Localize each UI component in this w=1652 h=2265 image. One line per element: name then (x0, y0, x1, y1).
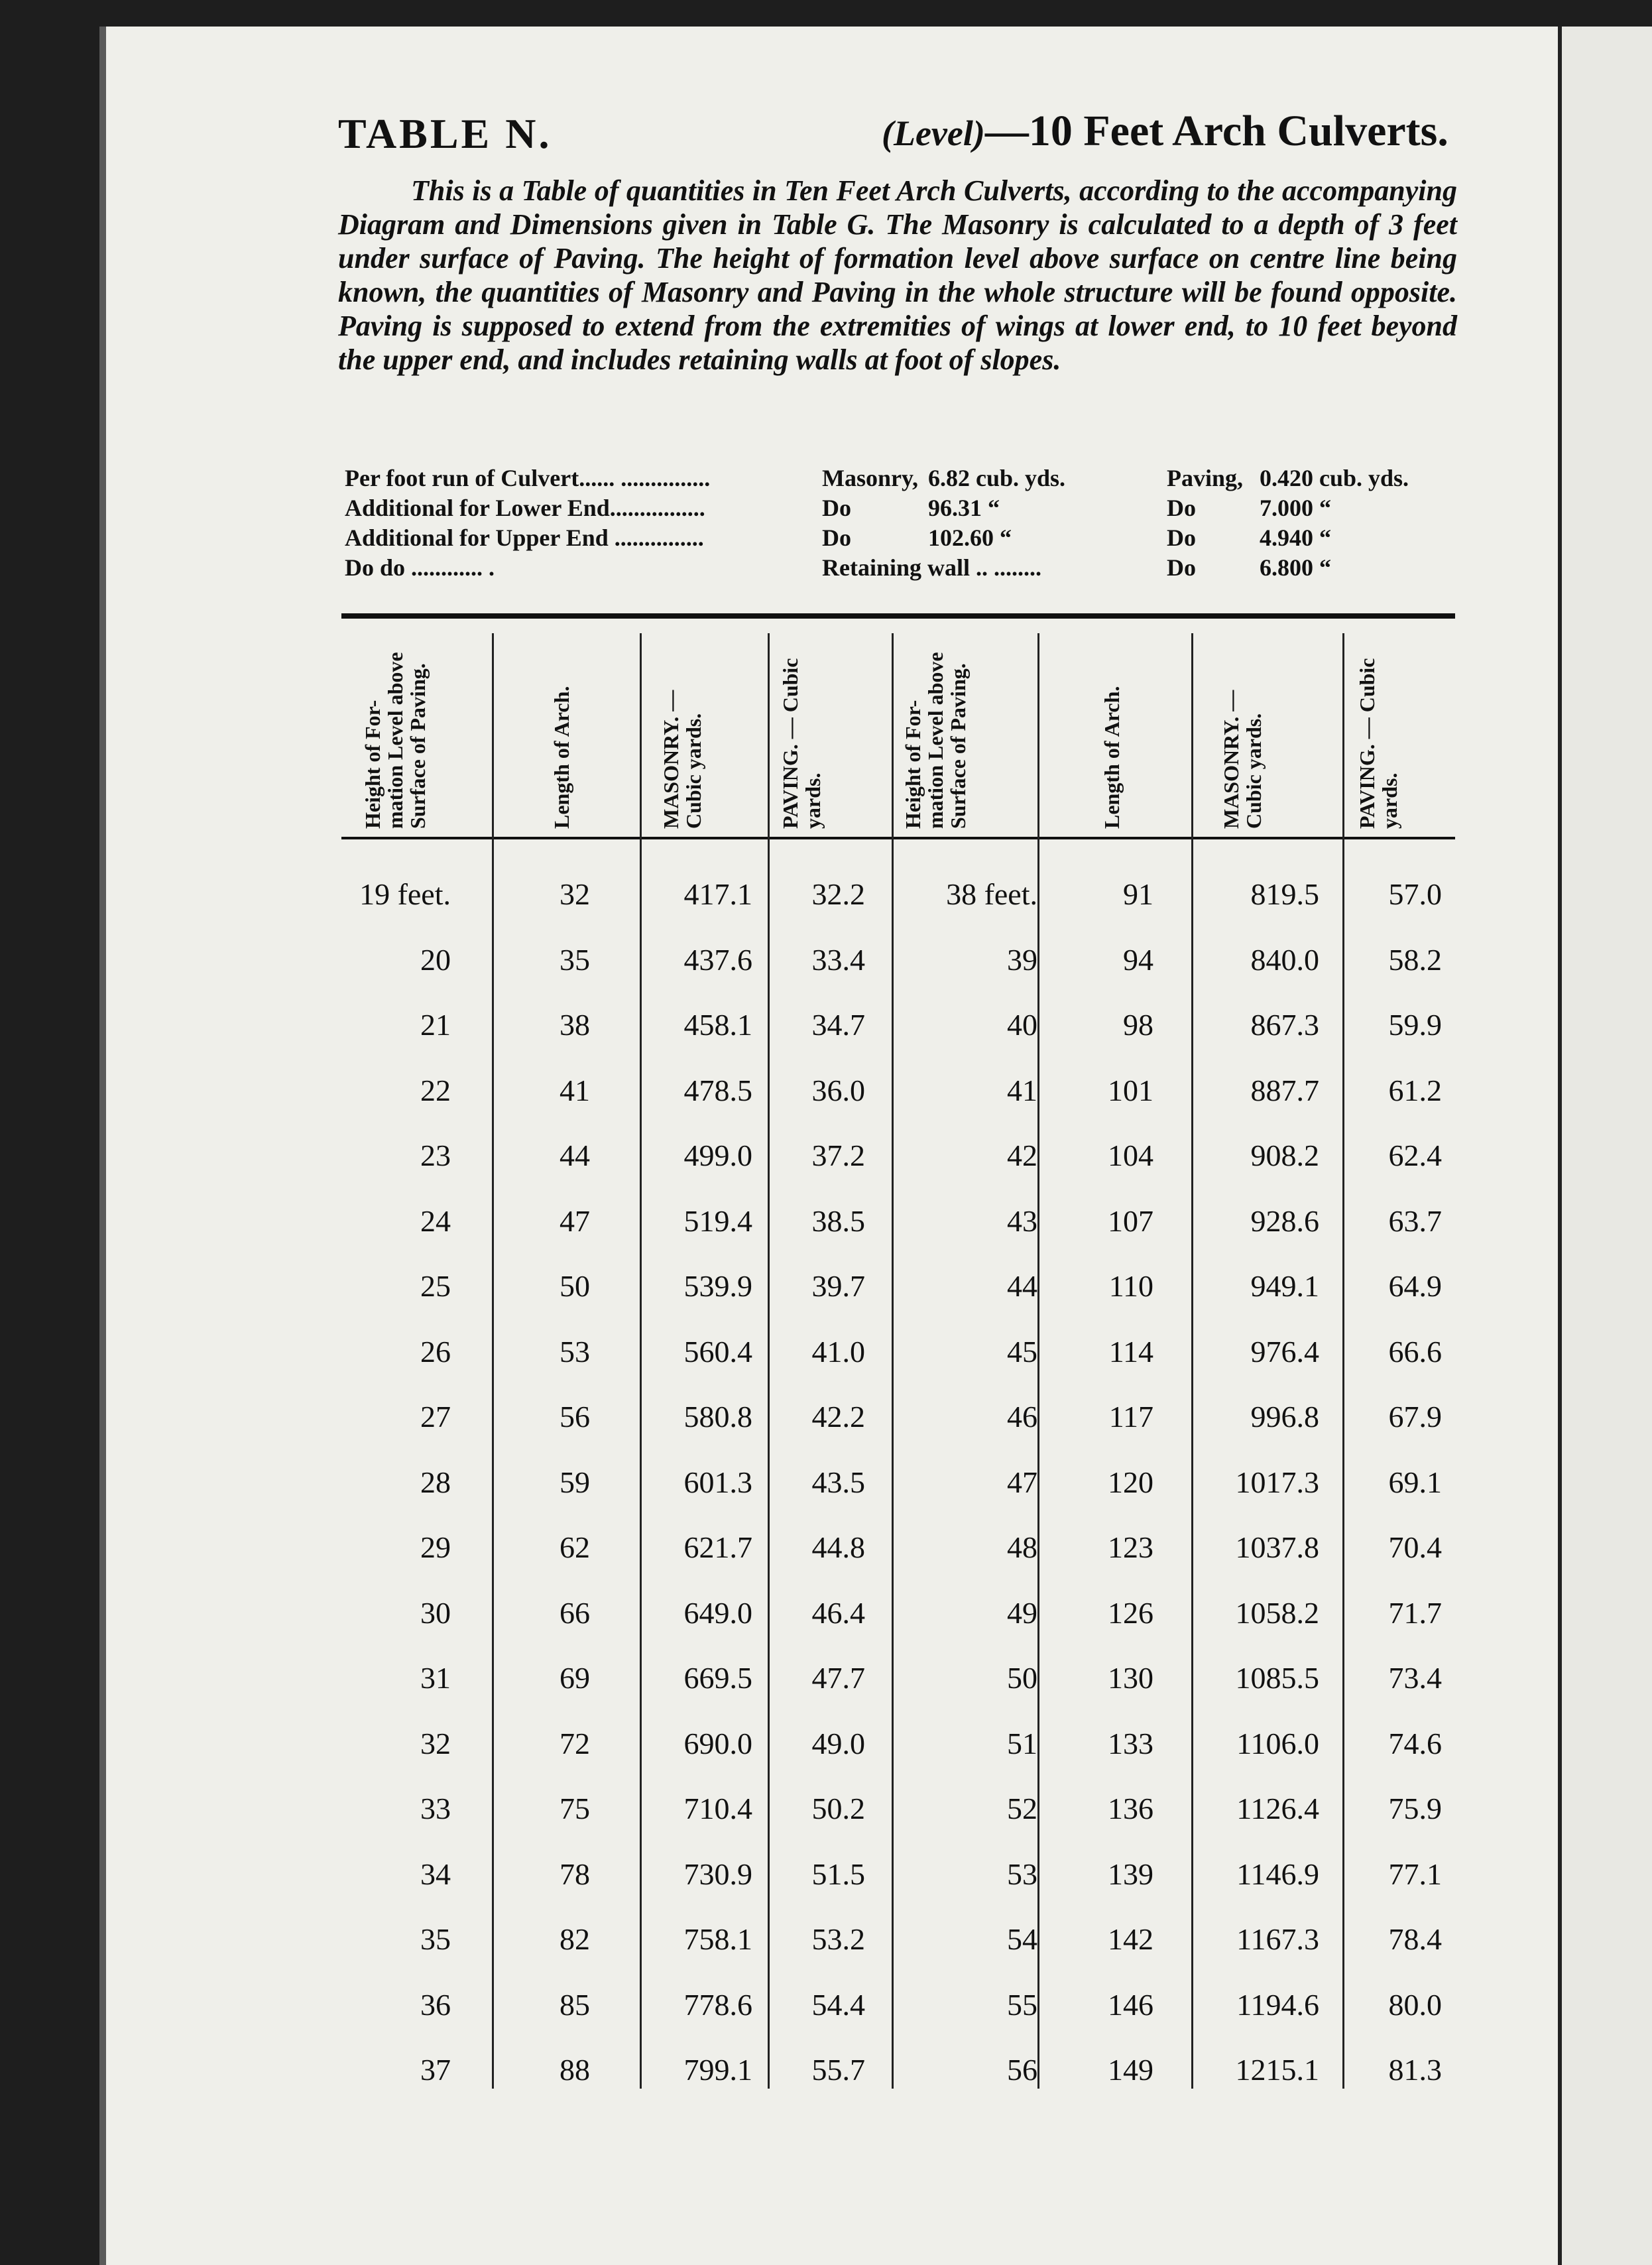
table-cell: 142 (1108, 1922, 1153, 1956)
title-italic: (Level) (882, 113, 985, 153)
table-label: TABLE N. (338, 110, 552, 157)
table-cell: 1017.3 (1235, 1465, 1319, 1499)
table-cell: 1058.2 (1235, 1595, 1319, 1630)
table-cell: 101 (1108, 1073, 1153, 1107)
summary-paving: 0.420 cub. yds. (1260, 465, 1409, 491)
table-cell: 50.2 (811, 1792, 865, 1825)
table-cell: 43.5 (811, 1465, 865, 1499)
column-header: MASONRY. — Cubic yards. (659, 690, 705, 829)
table-cell: 104 (1108, 1138, 1153, 1172)
summary-label: Do do ............ . (345, 554, 495, 581)
table-cell: 1106.0 (1236, 1726, 1319, 1760)
table-cell: 40 (1007, 1008, 1037, 1042)
table-cell: 61.2 (1388, 1073, 1442, 1107)
table-cell: 36 (420, 1987, 451, 2022)
table-cell: 649.0 (683, 1595, 752, 1630)
table-cell: 1126.4 (1236, 1792, 1319, 1825)
table-cell: 32 (420, 1726, 451, 1760)
table-cell: 46 (1007, 1400, 1037, 1434)
table-cell: 887.7 (1250, 1073, 1319, 1107)
table-cell: 580.8 (683, 1400, 752, 1434)
table-cell: 62.4 (1388, 1138, 1442, 1172)
table-cell: 42 (1007, 1138, 1037, 1172)
table-cell: 30 (420, 1595, 451, 1630)
table-cell: 49.0 (811, 1726, 865, 1760)
facing-page-edge (1558, 27, 1652, 2265)
table-cell: 123 (1108, 1530, 1153, 1564)
summary-paving-label: Do (1167, 524, 1196, 551)
table-cell: 36.0 (811, 1073, 865, 1107)
table-top-rule (341, 613, 1455, 619)
summary-masonry: 96.31 “ (928, 495, 1000, 521)
table-cell: 53 (560, 1334, 590, 1369)
table-cell: 80.0 (1388, 1987, 1442, 2022)
column-header: Height of For-mation Level above Surface of Paving. (361, 652, 430, 829)
table-cell: 730.9 (683, 1857, 752, 1891)
table-cell: 819.5 (1250, 877, 1319, 911)
table-cell: 47 (560, 1203, 590, 1238)
table-cell: 48 (1007, 1530, 1037, 1564)
table-cell: 928.6 (1250, 1203, 1319, 1238)
table-cell: 72 (560, 1726, 590, 1760)
table-cell: 35 (560, 942, 590, 977)
table-cell: 22 (420, 1073, 451, 1107)
table-cell: 78 (560, 1857, 590, 1891)
table-cell: 669.5 (683, 1661, 752, 1695)
table-cell: 59.9 (1388, 1008, 1442, 1042)
title-main: —10 Feet Arch Culverts. (984, 107, 1448, 155)
table-cell: 133 (1108, 1726, 1153, 1760)
table-cell: 1167.3 (1236, 1922, 1319, 1956)
intro-paragraph: This is a Table of quantities in Ten Feet Arch Culverts, according to the accompanying Diagram and Dimensions given in Table G. The Masonry is calculated to a depth of 3 feet under surface of Paving. The height of formation level above surface on centre line being known, the quantities of Masonry and Paving in the whole structure will be found opposite. Paving is supposed to extend from the extremities of wings at lower end, to 10 feet beyond the upper end, and includes retaining walls at foot of slopes. (338, 174, 1457, 376)
table-cell: 499.0 (683, 1138, 752, 1172)
table-cell: 59 (560, 1465, 590, 1499)
table-cell: 21 (420, 1008, 451, 1042)
table-cell: 437.6 (683, 942, 752, 977)
table-cell: 42.2 (811, 1400, 865, 1434)
table-cell: 20 (420, 942, 451, 977)
table-cell: 908.2 (1250, 1138, 1319, 1172)
summary-label: Additional for Lower End................ (345, 495, 705, 521)
table-cell: 560.4 (683, 1334, 752, 1369)
column-header: Height of For-mation Level above Surface of Paving. (901, 652, 970, 829)
column-divider (768, 633, 770, 2089)
table-cell: 710.4 (683, 1792, 752, 1825)
table-cell: 539.9 (683, 1269, 752, 1303)
summary-paving: 6.800 “ (1260, 554, 1331, 581)
table-cell: 1194.6 (1236, 1987, 1319, 2022)
table-cell: 690.0 (683, 1726, 752, 1760)
table-cell: 46.4 (811, 1595, 865, 1630)
table-cell: 126 (1108, 1595, 1153, 1630)
table-cell: 35 (420, 1922, 451, 1956)
column-divider (1037, 633, 1039, 2089)
column-header: PAVING. — Cubic yards. (1355, 658, 1401, 829)
table-cell: 94 (1123, 942, 1153, 977)
table-cell: 55.7 (811, 2053, 865, 2087)
summary-label: Per foot run of Culvert...... ............... (345, 465, 711, 491)
column-divider (492, 633, 494, 2089)
table-cell: 778.6 (683, 1987, 752, 2022)
header-bottom-rule (341, 837, 1455, 839)
summary-paving-label: Do (1167, 495, 1196, 521)
table-cell: 66.6 (1388, 1334, 1442, 1369)
table-cell: 69 (560, 1661, 590, 1695)
table-cell: 41.0 (811, 1334, 865, 1369)
table-cell: 39.7 (811, 1269, 865, 1303)
table-cell: 69.1 (1388, 1465, 1442, 1499)
table-cell: 799.1 (683, 2053, 752, 2087)
table-cell: 67.9 (1388, 1400, 1442, 1434)
table-cell: 621.7 (683, 1530, 752, 1564)
table-cell: 117 (1108, 1400, 1153, 1434)
summary-paving-label: Paving, (1167, 465, 1244, 491)
table-cell: 867.3 (1250, 1008, 1319, 1042)
column-divider (640, 633, 642, 2089)
table-cell: 74.6 (1388, 1726, 1442, 1760)
table-cell: 110 (1108, 1269, 1153, 1303)
table-cell: 1215.1 (1235, 2053, 1319, 2087)
table-cell: 44 (1007, 1269, 1037, 1303)
table-cell: 26 (420, 1334, 451, 1369)
table-cell: 50 (1007, 1661, 1037, 1695)
table-cell: 976.4 (1250, 1334, 1319, 1369)
table-cell: 53.2 (811, 1922, 865, 1956)
summary-masonry: 102.60 “ (928, 524, 1012, 551)
table-cell: 417.1 (683, 877, 752, 911)
table-cell: 41 (1007, 1073, 1037, 1107)
table-cell: 478.5 (683, 1073, 752, 1107)
table-cell: 1085.5 (1235, 1661, 1319, 1695)
table-cell: 73.4 (1388, 1661, 1442, 1695)
table-cell: 32.2 (811, 877, 865, 911)
table-cell: 54.4 (811, 1987, 865, 2022)
summary-kind: Do (822, 524, 851, 551)
table-cell: 49 (1007, 1595, 1037, 1630)
table-cell: 996.8 (1250, 1400, 1319, 1434)
table-cell: 58.2 (1388, 942, 1442, 977)
table-cell: 136 (1108, 1792, 1153, 1825)
table-cell: 519.4 (683, 1203, 752, 1238)
column-divider (1342, 633, 1344, 2089)
table-cell: 78.4 (1388, 1922, 1442, 1956)
table-cell: 52 (1007, 1792, 1037, 1825)
table-cell: 81.3 (1388, 2053, 1442, 2087)
table-cell: 130 (1108, 1661, 1153, 1695)
table-cell: 949.1 (1250, 1269, 1319, 1303)
table-cell: 29 (420, 1530, 451, 1564)
table-cell: 91 (1123, 877, 1153, 911)
table-cell: 38 feet. (946, 877, 1037, 911)
table-cell: 43 (1007, 1203, 1037, 1238)
table-cell: 47 (1007, 1465, 1037, 1499)
summary-paving-label: Do (1167, 554, 1196, 581)
table-cell: 55 (1007, 1987, 1037, 2022)
table-cell: 62 (560, 1530, 590, 1564)
table-cell: 82 (560, 1922, 590, 1956)
table-cell: 149 (1108, 2053, 1153, 2087)
table-cell: 47.7 (811, 1661, 865, 1695)
table-cell: 34 (420, 1857, 451, 1891)
table-cell: 1037.8 (1235, 1530, 1319, 1564)
table-cell: 25 (420, 1269, 451, 1303)
table-cell: 75 (560, 1792, 590, 1825)
table-cell: 146 (1108, 1987, 1153, 2022)
table-cell: 37.2 (811, 1138, 865, 1172)
table-cell: 139 (1108, 1857, 1153, 1891)
table-cell: 37 (420, 2053, 451, 2087)
column-header: Length of Arch. (550, 686, 573, 829)
table-cell: 114 (1108, 1334, 1153, 1369)
table-cell: 53 (1007, 1857, 1037, 1891)
table-cell: 39 (1007, 942, 1037, 977)
table-cell: 107 (1108, 1203, 1153, 1238)
table-cell: 32 (560, 877, 590, 911)
summary-paving: 7.000 “ (1260, 495, 1331, 521)
table-cell: 51 (1007, 1726, 1037, 1760)
table-cell: 458.1 (683, 1008, 752, 1042)
table-cell: 71.7 (1388, 1595, 1442, 1630)
table-cell: 57.0 (1388, 877, 1442, 911)
table-cell: 75.9 (1388, 1792, 1442, 1825)
table-cell: 38 (560, 1008, 590, 1042)
table-cell: 98 (1123, 1008, 1153, 1042)
summary-kind: Retaining wall .. ........ (822, 554, 1042, 581)
table-cell: 41 (560, 1073, 590, 1107)
column-header: Length of Arch. (1100, 686, 1124, 829)
table-cell: 51.5 (811, 1857, 865, 1891)
table-cell: 45 (1007, 1334, 1037, 1369)
table-cell: 601.3 (683, 1465, 752, 1499)
column-divider (1191, 633, 1193, 2089)
table-cell: 1146.9 (1236, 1857, 1319, 1891)
table-cell: 24 (420, 1203, 451, 1238)
table-cell: 840.0 (1250, 942, 1319, 977)
table-cell: 88 (560, 2053, 590, 2087)
summary-kind: Masonry, (822, 465, 919, 491)
table-cell: 44 (560, 1138, 590, 1172)
table-cell: 758.1 (683, 1922, 752, 1956)
table-cell: 64.9 (1388, 1269, 1442, 1303)
summary-label: Additional for Upper End ............... (345, 524, 704, 551)
column-header: MASONRY. — Cubic yards. (1219, 690, 1266, 829)
table-cell: 85 (560, 1987, 590, 2022)
table-cell: 44.8 (811, 1530, 865, 1564)
table-cell: 28 (420, 1465, 451, 1499)
column-divider (892, 633, 894, 2089)
column-header: PAVING. — Cubic yards. (778, 658, 825, 829)
summary-masonry: 6.82 cub. yds. (928, 465, 1066, 491)
table-cell: 38.5 (811, 1203, 865, 1238)
table-cell: 120 (1108, 1465, 1153, 1499)
table-cell: 54 (1007, 1922, 1037, 1956)
table-title (882, 106, 1448, 156)
table-cell: 50 (560, 1269, 590, 1303)
table-cell: 33.4 (811, 942, 865, 977)
table-cell: 31 (420, 1661, 451, 1695)
table-cell: 56 (1007, 2053, 1037, 2087)
table-cell: 63.7 (1388, 1203, 1442, 1238)
table-cell: 19 feet. (359, 877, 451, 911)
table-cell: 70.4 (1388, 1530, 1442, 1564)
table-cell: 23 (420, 1138, 451, 1172)
summary-paving: 4.940 “ (1260, 524, 1331, 551)
table-cell: 66 (560, 1595, 590, 1630)
table-cell: 56 (560, 1400, 590, 1434)
table-cell: 34.7 (811, 1008, 865, 1042)
table-cell: 27 (420, 1400, 451, 1434)
summary-kind: Do (822, 495, 851, 521)
table-cell: 77.1 (1388, 1857, 1442, 1891)
table-cell: 33 (420, 1792, 451, 1825)
